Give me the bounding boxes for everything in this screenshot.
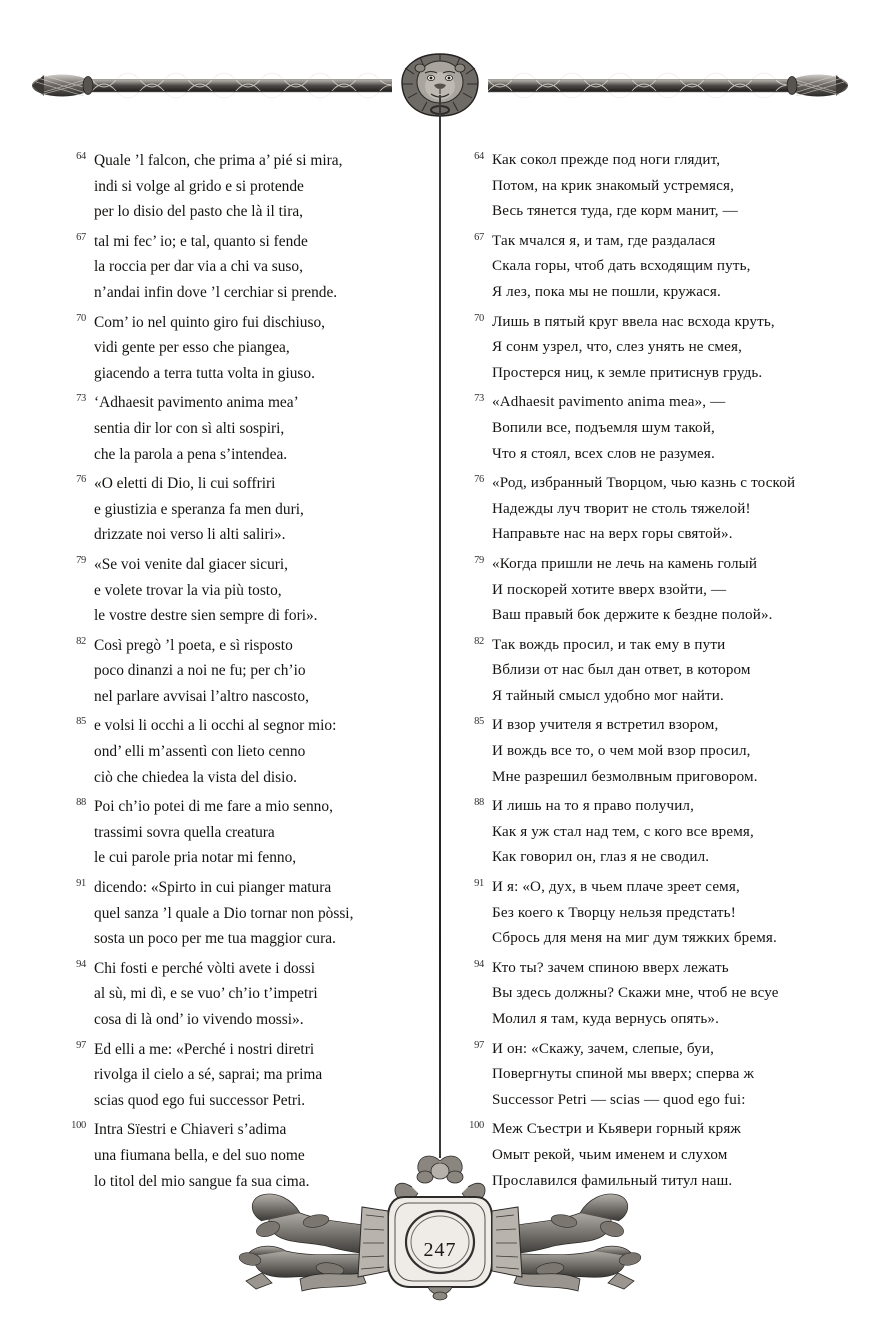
verse-line: trassimi sovra quella creatura xyxy=(94,823,275,841)
verse-line: Ваш правый бок держите к бездне полой». xyxy=(492,607,773,624)
verse-line: Меж Съестри и Кьявери горный кряж xyxy=(492,1121,742,1138)
line-number: 64 xyxy=(474,151,484,162)
verse-line: Лишь в пятый круг ввела нас всхода круть, xyxy=(492,313,775,330)
verse-line: Я сонм узрел, что, слез унять не смея, xyxy=(492,339,742,356)
verse-line: Quale ’l falcon, che prima a’ pié si mira, xyxy=(94,152,343,169)
verse-line: Я лез, пока мы не пошли, кружася. xyxy=(492,283,721,300)
verse-line: Successor Petri — scias — quod ego fui: xyxy=(492,1091,746,1108)
verse-line: Я тайный смысл удобно мог найти. xyxy=(492,687,724,704)
line-number: 82 xyxy=(76,635,86,647)
line-number: 88 xyxy=(474,797,484,809)
tercet xyxy=(456,956,826,1033)
verse-line: vidi gente per esso che piangea, xyxy=(94,339,290,357)
line-number: 79 xyxy=(76,554,86,566)
line-number: 94 xyxy=(474,958,484,970)
line-number: 82 xyxy=(474,635,484,647)
verse-line: Как я уж стал над тем, с кого все время, xyxy=(492,823,754,840)
verse-line: Com’ io nel quinto giro fui dischiuso, xyxy=(94,313,325,331)
verse-line: Как сокол прежде под ноги глядит, xyxy=(492,152,721,168)
verse-line: Вы здесь должны? Скажи мне, чтоб не всуе xyxy=(492,985,779,1002)
verse-line: la roccia per dar via a chi va suso, xyxy=(94,258,303,276)
page-number: 247 xyxy=(423,1239,457,1261)
verse-line: Омыт рекой, чьим именем и слухом xyxy=(492,1146,728,1163)
line-number: 70 xyxy=(474,312,484,324)
tercet xyxy=(58,310,428,387)
tercet xyxy=(456,875,826,952)
verse-line: le vostre destre sien sempre di fori». xyxy=(94,607,318,625)
line-number: 64 xyxy=(76,151,86,162)
line-number: 73 xyxy=(474,393,484,405)
verse-line: poco dinanzi a noi ne fu; per ch’io xyxy=(94,662,306,680)
line-number: 100 xyxy=(469,1120,484,1132)
line-number: 100 xyxy=(71,1120,86,1132)
verse-line: Вопили все, подъемля шум такой, xyxy=(492,419,715,436)
line-number: 67 xyxy=(474,231,484,243)
verse-line: Потом, на крик знакомый устремяся, xyxy=(492,177,735,194)
verse-line: «Род, избранный Творцом, чью казнь с тоской xyxy=(492,475,796,492)
line-number: 73 xyxy=(76,393,86,405)
tercet xyxy=(58,633,428,710)
verse-line: e giustizia e speranza fa men duri, xyxy=(94,500,304,518)
verse-line: «Se voi venite dal giacer sicuri, xyxy=(94,555,289,573)
verse-line: le cui parole pria notar mi fenno, xyxy=(94,849,297,867)
verse-line: nel parlare avvisai l’altro nascosto, xyxy=(94,687,309,705)
verse-line: Прославился фамильный титул наш. xyxy=(492,1172,733,1189)
verse-line: al sù, mi dì, e se vuo’ ch’io t’impetri xyxy=(94,985,318,1003)
verse-line: И лишь на то я право получил, xyxy=(492,798,695,815)
verse-line: И он: «Скажу, зачем, слепые, буи, xyxy=(492,1040,714,1057)
verse-line: Весь тянется туда, где корм манит, — xyxy=(492,203,738,220)
floral-cartouche-ornament xyxy=(0,1151,880,1301)
tercet xyxy=(58,229,428,306)
verse-line: giacendo a terra tutta volta in giuso. xyxy=(94,364,315,382)
tercet xyxy=(58,956,428,1033)
verse-line: Intra Sïestri e Chiaveri s’adima xyxy=(94,1121,287,1139)
tercet xyxy=(58,794,428,871)
verse-line: Ed elli a me: «Perché i nostri diretri xyxy=(94,1040,315,1058)
verse-line: che la parola a pena s’intendea. xyxy=(94,445,288,463)
tercet xyxy=(58,471,428,548)
tercet xyxy=(58,875,428,952)
verse-line: scias quod ego fui successor Petri. xyxy=(94,1091,306,1109)
verse-line: И я: «О, дух, в чьем плаче зреет семя, xyxy=(492,879,740,896)
verse-line: Così pregò ’l poeta, e sì risposto xyxy=(94,636,293,654)
tercet xyxy=(456,713,826,790)
verse-line: ond’ elli m’assentì con lieto cenno xyxy=(94,743,306,761)
tercet xyxy=(456,310,826,387)
text-columns xyxy=(0,148,880,1190)
verse-line: Повергнуты спиной мы вверх; сперва ж xyxy=(492,1066,755,1083)
verse-line: ‘Adhaesit pavimento anima mea’ xyxy=(94,394,299,412)
verse-line: Кто ты? зачем спиною вверх лежать xyxy=(492,959,729,976)
verse-line: Молил я там, куда вернусь опять». xyxy=(492,1011,720,1027)
line-number: 91 xyxy=(474,878,484,890)
verse-line: e volsi li occhi a li occhi al segnor mio: xyxy=(94,717,337,735)
verse-line: lo titol del mio sangue fa sua cima. xyxy=(94,1172,310,1190)
verse-line: Как говорил он, глаз я не сводил. xyxy=(492,849,710,866)
line-number: 76 xyxy=(76,474,86,486)
line-number: 94 xyxy=(76,958,86,970)
verse-line: Что я стоял, всех слов не разумея. xyxy=(492,445,715,462)
verse-line: sentia dir lor con sì alti sospiri, xyxy=(94,419,285,437)
column-italian xyxy=(58,148,428,1198)
line-number: 70 xyxy=(76,312,86,324)
verse-line: Мне разрешил безмолвным приговором. xyxy=(492,768,758,785)
tercet xyxy=(58,1037,428,1114)
verse-line: Направьте нас на верх горы святой». xyxy=(492,526,733,543)
tercet xyxy=(58,390,428,467)
line-number: 91 xyxy=(76,878,86,890)
verse-line: «O eletti di Dio, li cui soffriri xyxy=(94,475,276,493)
verse-line: И взор учителя я встретил взором, xyxy=(492,717,719,734)
verse-line: Надежды луч творит не столь тяжелой! xyxy=(492,500,751,517)
tercet xyxy=(456,1037,826,1114)
line-number: 85 xyxy=(474,716,484,728)
verse-line: tal mi fec’ io; e tal, quanto si fende xyxy=(94,232,308,250)
verse-line: indi si volge al grido e si protende xyxy=(94,177,304,195)
verse-line: sosta un poco per me tua maggior cura. xyxy=(94,930,336,948)
verse-line: ciò che chiedea la vista del disio. xyxy=(94,768,297,786)
tercet xyxy=(58,713,428,790)
line-number: 76 xyxy=(474,474,484,486)
tercet xyxy=(456,633,826,710)
verse-line: cosa di là ond’ io vivendo mossi». xyxy=(94,1011,304,1028)
line-number: 97 xyxy=(76,1039,86,1051)
column-russian xyxy=(456,148,826,1198)
verse-line: e volete trovar la via più tosto, xyxy=(94,581,282,599)
verse-line: n’andai infin dove ’l cerchiar si prende. xyxy=(94,283,338,301)
verse-line: Простерся ниц, к земле притиснув грудь. xyxy=(492,364,763,381)
verse-line: Без коего к Творцу нельзя предстать! xyxy=(492,904,736,921)
line-number: 88 xyxy=(76,797,86,809)
tercet xyxy=(456,552,826,629)
verse-line: «Когда пришли не лечь на камень голый xyxy=(492,555,758,572)
verse-line: Так мчался я, и там, где раздалася xyxy=(492,232,716,249)
tercet xyxy=(456,229,826,306)
verse-line: una fiumana bella, e del suo nome xyxy=(94,1146,305,1164)
verse-line: quel sanza ’l quale a Dio tornar non pòssi, xyxy=(94,904,354,922)
tercet xyxy=(58,552,428,629)
verse-line: Сбрось для меня на миг дум тяжких бремя. xyxy=(492,930,777,947)
verse-line: И поскорей хотите вверх взойти, — xyxy=(492,581,727,598)
verse-line: Poi ch’io potei di me fare a mio senno, xyxy=(94,798,333,816)
tercet xyxy=(456,471,826,548)
verse-line: dicendo: «Spirto in cui pianger matura xyxy=(94,879,332,897)
verse-line: drizzate noi verso li alti saliri». xyxy=(94,526,286,544)
verse-line: Так вождь просил, и так ему в пути xyxy=(492,636,726,653)
verse-line: per lo disio del pasto che là il tira, xyxy=(94,203,303,221)
line-number: 85 xyxy=(76,716,86,728)
verse-line: И вождь все то, о чем мой взор просил, xyxy=(492,743,751,760)
verse-line: Вблизи от нас был дан ответ, в котором xyxy=(492,662,751,679)
tercet xyxy=(456,794,826,871)
tercet xyxy=(58,148,428,225)
verse-line: Скала горы, чтоб дать всходящим путь, xyxy=(492,258,751,275)
verse-line: Chi fosti e perché vòlti avete i dossi xyxy=(94,959,315,977)
line-number: 67 xyxy=(76,231,86,243)
line-number: 79 xyxy=(474,554,484,566)
verse-line: «Adhaesit pavimento anima mea», — xyxy=(492,394,726,411)
line-number: 97 xyxy=(474,1039,484,1051)
tercet xyxy=(456,390,826,467)
tercet xyxy=(456,148,826,225)
verse-line: rivolga il cielo a sé, saprai; ma prima xyxy=(94,1066,323,1084)
